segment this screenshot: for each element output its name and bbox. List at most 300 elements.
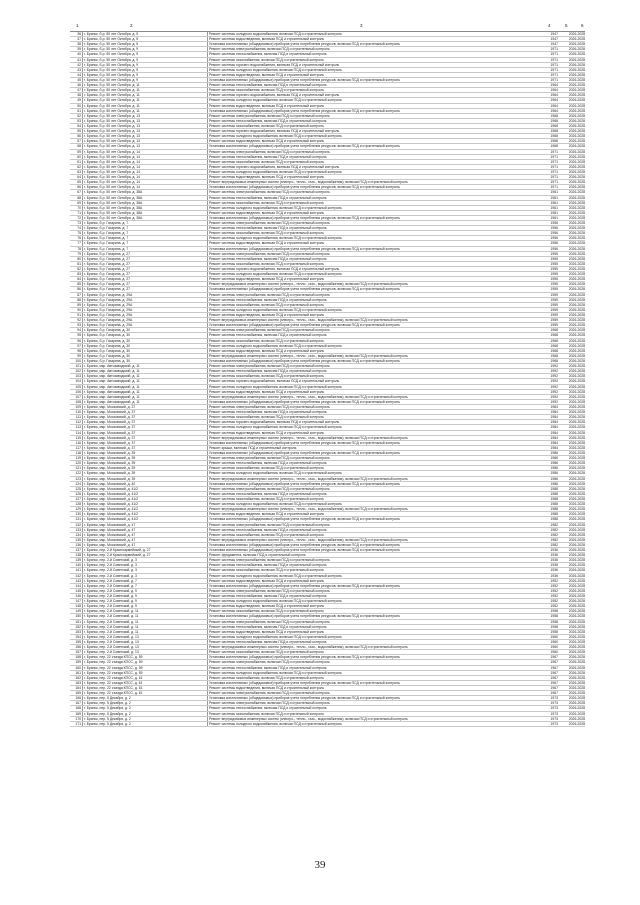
row-address: г. Брянск, б-р. Гагарина, д. 30 — [82, 344, 206, 348]
row-build-year: 1971 — [550, 180, 558, 185]
row-number: 163 — [75, 680, 81, 685]
row-build-year: 1984 — [550, 445, 558, 450]
row-period: 2026-2028 — [568, 706, 585, 711]
row-period: 2026-2028 — [568, 32, 585, 36]
row-number: 105 — [75, 384, 81, 389]
row-build-year: 1982 — [550, 527, 558, 532]
row-build-year: 1956 — [550, 241, 558, 246]
row-address: г. Брянск, б-р. Гагарина, д. 7 — [82, 231, 206, 235]
row-address: г. Брянск, пер. 2-й Советский, д. 9 — [82, 589, 206, 593]
row-build-year: 1984 — [550, 420, 558, 425]
row-number: 89 — [77, 302, 81, 307]
row-period: 2026-2028 — [568, 430, 585, 435]
row-number: 45 — [77, 77, 81, 82]
row-address: г. Брянск, б-р. 50 лет Октября, д. 14 — [82, 170, 206, 174]
row-period: 2026-2028 — [568, 701, 585, 706]
row-address: г. Брянск, б-р. Гагарина, д. 7 — [82, 236, 206, 240]
row-number: 48 — [77, 93, 81, 98]
row-address: г. Брянск, б-р. 50 лет Октября, д. 11 — [82, 93, 206, 97]
row-number: 137 — [75, 548, 81, 553]
row-work-type: Ремонт системы электроснабжения, включая ПСД и строительный контроль — [207, 252, 541, 256]
row-build-year: 1967 — [550, 680, 558, 685]
row-number: 123 — [75, 476, 81, 481]
row-work-type: Ремонт системы электроснабжения, включая ПСД и строительный контроль — [207, 190, 541, 194]
row-period: 2026-2028 — [568, 57, 585, 62]
row-work-type: Установка коллективных (общедомовых) приборов учета потребления ресурсов, включая ПСД и строительный контроль — [207, 42, 541, 46]
row-work-type: Ремонт системы газоснабжения, включая ПСД и строительный контроль — [207, 533, 541, 537]
row-address: г. Брянск, мкр. Московский, д. 37 — [82, 441, 206, 445]
row-address: г. Брянск, б-р. 50 лет Октября, д. 9 — [82, 73, 206, 77]
row-build-year: 1984 — [550, 425, 558, 430]
header-col-3: 3 — [360, 23, 363, 28]
row-work-type: Ремонт внутридомовых инженерных систем (электро-, тепло-, газо-, водоснабжения), включая ПСД и строительный контроль — [207, 354, 541, 358]
row-period: 2026-2028 — [568, 144, 585, 149]
row-address: г. Брянск, мкр. Автозаводский, д. 11 — [82, 364, 206, 368]
row-number: 69 — [77, 200, 81, 205]
row-work-type: Ремонт системы холодного водоснабжения, включая ПСД и строительный контроль — [207, 68, 541, 72]
row-number: 39 — [77, 47, 81, 52]
row-work-type: Установка коллективных (общедомовых) приборов учета потребления ресурсов, включая ПСД и строительный контроль — [207, 400, 541, 404]
row-work-type: Ремонт системы водоотведения, включая ПСД и строительный контроль — [207, 390, 541, 394]
row-build-year: 1992 — [550, 369, 558, 374]
row-period: 2026-2028 — [568, 328, 585, 333]
row-period: 2026-2028 — [568, 716, 585, 721]
row-number: 95 — [77, 333, 81, 338]
row-number: 66 — [77, 185, 81, 190]
row-work-type: Ремонт системы электроснабжения, включая ПСД и строительный контроль — [207, 47, 541, 51]
row-work-type: Ремонт внутридомовых инженерных систем (электро-, тепло-, газо-, водоснабжения), включая ПСД и строительный контроль — [207, 282, 541, 286]
row-address: г. Брянск, мкр. Московский, д. 37 — [82, 405, 206, 409]
row-build-year: 1947 — [550, 32, 558, 36]
row-work-type: Установка коллективных (общедомовых) приборов учета потребления ресурсов, включая ПСД и строительный контроль — [207, 548, 541, 552]
row-period: 2026-2028 — [568, 655, 585, 660]
row-build-year: 1956 — [550, 231, 558, 236]
row-address: г. Брянск, б-р. Гагарина, д. 7 — [82, 226, 206, 230]
row-address: г. Брянск, мкр. Московский, д. 47 — [82, 528, 206, 532]
row-period: 2026-2028 — [568, 384, 585, 389]
row-number: 85 — [77, 282, 81, 287]
row-address: г. Брянск, пер. 2-й Советский, д. 3 — [82, 563, 206, 567]
row-build-year: 1961 — [550, 205, 558, 210]
row-work-type: Ремонт системы водоотведения, включая ПСД и строительный контроль — [207, 104, 541, 108]
row-number: 44 — [77, 72, 81, 77]
row-build-year: 1967 — [550, 675, 558, 680]
row-build-year: 1992 — [550, 364, 558, 369]
row-work-type: Установка коллективных (общедомовых) приборов учета потребления ресурсов, включая ПСД и строительный контроль — [207, 78, 541, 82]
row-number: 49 — [77, 98, 81, 103]
row-number: 158 — [75, 655, 81, 660]
row-period: 2026-2028 — [568, 404, 585, 409]
row-address: г. Брянск, б-р. 50 лет Октября, д. 38А — [82, 206, 206, 210]
row-number: 79 — [77, 251, 81, 256]
row-period: 2026-2028 — [568, 675, 585, 680]
row-build-year: 1971 — [550, 149, 558, 154]
row-number: 88 — [77, 297, 81, 302]
row-work-type: Ремонт системы холодного водоснабжения, включая ПСД и строительный контроль — [207, 236, 541, 240]
row-address: г. Брянск, пер. 5 Декабря, д. 2 — [82, 706, 206, 710]
row-work-type: Ремонт системы теплоснабжения, включая ПСД и строительный контроль — [207, 706, 541, 710]
row-number: 71 — [77, 210, 81, 215]
row-work-type: Установка коллективных (общедомовых) приборов учета потребления ресурсов, включая ПСД и строительный контроль — [207, 543, 541, 547]
row-period: 2026-2028 — [568, 542, 585, 547]
row-work-type: Ремонт системы водоотведения, включая ПСД и строительный контроль — [207, 313, 541, 317]
header-col-1: 1 — [76, 23, 79, 28]
row-build-year: 1964 — [550, 103, 558, 108]
row-work-type: Ремонт системы теплоснабжения, включая ПСД и строительный контроль — [207, 461, 541, 465]
row-number: 53 — [77, 118, 81, 123]
row-number: 70 — [77, 205, 81, 210]
row-number: 109 — [75, 404, 81, 409]
row-build-year: 1982 — [550, 537, 558, 542]
row-address: г. Брянск, б-р. 50 лет Октября, д. 11 — [82, 83, 206, 87]
row-build-year: 1958 — [550, 624, 558, 629]
row-work-type: Ремонт внутридомовых инженерных систем (электро-, тепло-, газо-, водоснабжения), включая ПСД и строительный контроль — [207, 717, 541, 721]
row-number: 117 — [75, 445, 81, 450]
row-build-year: 1967 — [550, 686, 558, 690]
row-number: 167 — [75, 701, 81, 706]
row-build-year: 1964 — [550, 88, 558, 93]
row-period: 2026-2028 — [568, 680, 585, 685]
row-period: 2026-2028 — [568, 461, 585, 466]
row-period: 2026-2028 — [568, 221, 585, 226]
row-period: 2026-2028 — [568, 333, 585, 338]
row-period: 2026-2028 — [568, 640, 585, 645]
row-work-type: Установка коллективных (общедомовых) приборов учета потребления ресурсов, включая ПСД и строительный контроль — [207, 441, 541, 445]
row-build-year: 1973 — [550, 716, 558, 721]
row-build-year: 1936 — [550, 548, 558, 553]
row-number: 72 — [77, 215, 81, 220]
row-address: г. Брянск, пер. 2-й Красноармейский, д. 27 — [82, 553, 206, 557]
row-period: 2026-2028 — [568, 364, 585, 369]
row-address: г. Брянск, пер. 2-й Советский, д. 13 — [82, 645, 206, 649]
row-period: 2026-2028 — [568, 415, 585, 420]
row-number: 94 — [77, 328, 81, 333]
row-work-type: Ремонт системы электроснабжения, включая ПСД и строительный контроль — [207, 589, 541, 593]
row-number: 115 — [75, 435, 81, 440]
row-number: 120 — [75, 461, 81, 466]
row-address: г. Брянск, б-р. Гагарина, д. 7 — [82, 241, 206, 245]
row-number: 154 — [75, 634, 81, 639]
row-number: 63 — [77, 169, 81, 174]
row-number: 166 — [75, 696, 81, 701]
row-number: 118 — [75, 450, 81, 455]
row-period: 2026-2028 — [568, 195, 585, 200]
row-work-type: Ремонт системы водоотведения, включая ПСД и строительный контроль — [207, 277, 541, 281]
row-work-type: Ремонт системы теплоснабжения, включая ПСД и строительный контроль — [207, 666, 541, 670]
row-address: г. Брянск, б-р. 50 лет Октября, д. 14 — [82, 175, 206, 179]
row-work-type: Ремонт системы водоотведения, включая ПСД и строительный контроль — [207, 73, 541, 77]
row-address: г. Брянск, мкр. Московский, д. 39 — [82, 461, 206, 465]
row-period: 2026-2028 — [568, 108, 585, 113]
row-work-type: Ремонт системы горячего водоснабжения, включая ПСД и строительный контроль — [207, 93, 541, 97]
row-work-type: Ремонт системы горячего водоснабжения, включая ПСД и строительный контроль — [207, 63, 541, 67]
row-period: 2026-2028 — [568, 318, 585, 323]
row-number: 106 — [75, 389, 81, 394]
row-number: 60 — [77, 154, 81, 159]
row-build-year: 1973 — [550, 721, 558, 726]
page-number: 39 — [314, 859, 326, 871]
row-number: 76 — [77, 236, 81, 241]
row-period: 2026-2028 — [568, 159, 585, 164]
row-work-type: Ремонт системы водоотведения, включая ПСД и строительный контроль — [207, 512, 541, 516]
row-period: 2026-2028 — [568, 205, 585, 210]
row-address: г. Брянск, мкр. Московский, д. 41/2 — [82, 507, 206, 511]
row-work-type: Ремонт системы газоснабжения, включая ПСД и строительный контроль — [207, 201, 541, 205]
row-number: 36 — [77, 32, 81, 36]
row-address: г. Брянск, б-р. Гагарина, д. 27 — [82, 257, 206, 261]
row-build-year: 1968 — [550, 338, 558, 343]
row-number: 57 — [77, 139, 81, 144]
row-build-year: 1971 — [550, 52, 558, 57]
row-address: г. Брянск, б-р. 50 лет Октября, д. 13 — [82, 144, 206, 148]
row-address: г. Брянск, б-р. 50 лет Октября, д. 13 — [82, 119, 206, 123]
row-period: 2026-2028 — [568, 476, 585, 481]
row-build-year: 1959 — [550, 323, 558, 328]
row-build-year: 1971 — [550, 154, 558, 159]
row-number: 165 — [75, 691, 81, 696]
row-address: г. Брянск, мкр. Московский, д. 37 — [82, 425, 206, 429]
row-build-year: 1952 — [550, 594, 558, 599]
row-work-type: Ремонт системы электроснабжения, включая ПСД и строительный контроль — [207, 487, 541, 491]
row-number: 130 — [75, 512, 81, 517]
row-period: 2026-2028 — [568, 287, 585, 292]
row-number: 107 — [75, 394, 81, 399]
row-number: 141 — [75, 568, 81, 573]
row-build-year: 1968 — [550, 129, 558, 134]
row-build-year: 1986 — [550, 481, 558, 486]
row-address: г. Брянск, мкр. Московский, д. 47 — [82, 533, 206, 537]
row-period: 2026-2028 — [568, 466, 585, 471]
row-address: г. Брянск, б-р. 50 лет Октября, д. 14 — [82, 160, 206, 164]
row-build-year: 1973 — [550, 701, 558, 706]
row-build-year: 1982 — [550, 532, 558, 537]
row-address: г. Брянск, пер. 22 съезда КПСС, д. 61 — [82, 691, 206, 695]
row-build-year: 1952 — [550, 599, 558, 604]
row-address: г. Брянск, пер. 2-й Советский, д. 3 — [82, 558, 206, 562]
row-period: 2026-2028 — [568, 272, 585, 277]
row-address: г. Брянск, б-р. 50 лет Октября, д. 11 — [82, 104, 206, 108]
row-work-type: Ремонт системы горячего водоснабжения, включая ПСД и строительный контроль — [207, 420, 541, 424]
row-build-year: 1959 — [550, 307, 558, 312]
row-build-year: 1956 — [550, 221, 558, 226]
row-number: 146 — [75, 594, 81, 599]
row-number: 81 — [77, 261, 81, 266]
row-number: 75 — [77, 231, 81, 236]
row-address: г. Брянск, б-р. 50 лет Октября, д. 14 — [82, 155, 206, 159]
row-work-type: Ремонт внутридомовых инженерных систем (электро-, тепло-, газо-, водоснабжения), включая ПСД и строительный контроль — [207, 538, 541, 542]
row-work-type: Ремонт системы газоснабжения, включая ПСД и строительный контроль — [207, 497, 541, 501]
row-build-year: 1984 — [550, 430, 558, 435]
row-build-year: 1958 — [550, 629, 558, 634]
row-number: 156 — [75, 645, 81, 650]
row-work-type: Ремонт системы электроснабжения, включая ПСД и строительный контроль — [207, 364, 541, 368]
row-period: 2026-2028 — [568, 553, 585, 558]
row-work-type: Ремонт системы газоснабжения, включая ПСД и строительный контроль — [207, 415, 541, 419]
row-period: 2026-2028 — [568, 522, 585, 527]
row-build-year: 1961 — [550, 195, 558, 200]
row-work-type: Установка коллективных (общедомовых) приборов учета потребления ресурсов, включая ПСД и строительный контроль — [207, 359, 541, 363]
row-build-year: 1984 — [550, 410, 558, 415]
row-number: 114 — [75, 430, 81, 435]
row-build-year: 1961 — [550, 190, 558, 195]
row-period: 2026-2028 — [568, 98, 585, 103]
row-build-year: 1967 — [550, 665, 558, 670]
row-period: 2026-2028 — [568, 399, 585, 404]
row-build-year: 1955 — [550, 287, 558, 292]
row-number: 125 — [75, 486, 81, 491]
row-address: г. Брянск, мкр. Московский, д. 41/2 — [82, 512, 206, 516]
row-build-year: 1960 — [550, 650, 558, 655]
row-work-type: Ремонт системы холодного водоснабжения, включая ПСД и строительный контроль — [207, 98, 541, 102]
row-period: 2026-2028 — [568, 696, 585, 701]
row-work-type: Ремонт системы газоснабжения, включая ПСД и строительный контроль — [207, 609, 541, 613]
row-address: г. Брянск, б-р. Гагарина, д. 29А — [82, 323, 206, 327]
row-period: 2026-2028 — [568, 123, 585, 128]
row-period: 2026-2028 — [568, 139, 585, 144]
row-number: 58 — [77, 144, 81, 149]
row-build-year: 1968 — [550, 348, 558, 353]
row-address: г. Брянск, б-р. 50 лет Октября, д. 9 — [82, 47, 206, 51]
row-period: 2026-2028 — [568, 379, 585, 384]
row-number: 84 — [77, 277, 81, 282]
row-address: г. Брянск, б-р. Гагарина, д. 7 — [82, 247, 206, 251]
row-period: 2026-2028 — [568, 256, 585, 261]
table-header — [70, 18, 585, 32]
row-period: 2026-2028 — [568, 175, 585, 180]
row-work-type: Ремонт системы водоотведения, включая ПСД и строительный контроль — [207, 630, 541, 634]
row-address: г. Брянск, б-р. 50 лет Октября, д. 13 — [82, 114, 206, 118]
row-address: г. Брянск, б-р. 50 лет Октября, д. 38А — [82, 216, 206, 220]
row-build-year: 1968 — [550, 343, 558, 348]
row-address: г. Брянск, пер. 2-й Советский, д. 11 — [82, 609, 206, 613]
row-period: 2026-2028 — [568, 496, 585, 501]
row-address: г. Брянск, мкр. Автозаводский, д. 11 — [82, 390, 206, 394]
row-number: 50 — [77, 103, 81, 108]
row-build-year: 1984 — [550, 415, 558, 420]
row-build-year: 1955 — [550, 256, 558, 261]
row-build-year: 1984 — [550, 440, 558, 445]
row-build-year: 1936 — [550, 558, 558, 563]
row-work-type: Ремонт системы газоснабжения, включая ПСД и строительный контроль — [207, 712, 541, 716]
row-work-type: Ремонт системы электроснабжения, включая ПСД и строительный контроль — [207, 150, 541, 154]
row-build-year: 1959 — [550, 302, 558, 307]
row-address: г. Брянск, пер. 2-й Красноармейский, д. 27 — [82, 548, 206, 552]
row-address: г. Брянск, мкр. Московский, д. 39 — [82, 451, 206, 455]
row-address: г. Брянск, пер. 2-й Советский, д. 11 — [82, 625, 206, 629]
row-address: г. Брянск, мкр. Московский, д. 37 — [82, 415, 206, 419]
row-number: 103 — [75, 374, 81, 379]
row-build-year: 1958 — [550, 614, 558, 619]
row-number: 51 — [77, 108, 81, 113]
row-number: 145 — [75, 588, 81, 593]
row-work-type: Ремонт системы электроснабжения, включая ПСД и строительный контроль — [207, 558, 541, 562]
row-address: г. Брянск, пер. 22 съезда КПСС, д. 61 — [82, 676, 206, 680]
row-work-type: Ремонт системы электроснабжения, включая ПСД и строительный контроль — [207, 701, 541, 705]
row-build-year: 1947 — [550, 42, 558, 47]
row-address: г. Брянск, б-р. 50 лет Октября, д. 9 — [82, 63, 206, 67]
row-work-type: Ремонт системы электроснабжения, включая ПСД и строительный контроль — [207, 114, 541, 118]
row-address: г. Брянск, мкр. Московский, д. 37 — [82, 446, 206, 450]
row-build-year: 1967 — [550, 655, 558, 660]
row-number: 54 — [77, 123, 81, 128]
table-body — [70, 32, 585, 727]
row-build-year: 1984 — [550, 435, 558, 440]
row-period: 2026-2028 — [568, 42, 585, 47]
row-period: 2026-2028 — [568, 486, 585, 491]
row-work-type: Ремонт внутридомовых инженерных систем (электро-, тепло-, газо-, водоснабжения), включая ПСД и строительный контроль — [207, 395, 541, 399]
row-work-type: Ремонт системы теплоснабжения, включая ПСД и строительный контроль — [207, 155, 541, 159]
row-period: 2026-2028 — [568, 394, 585, 399]
row-period: 2026-2028 — [568, 251, 585, 256]
row-period: 2026-2028 — [568, 267, 585, 272]
row-build-year: 1964 — [550, 108, 558, 113]
row-build-year: 1952 — [550, 578, 558, 583]
row-address: г. Брянск, б-р. Гагарина, д. 29А — [82, 308, 206, 312]
row-period: 2026-2028 — [568, 231, 585, 236]
row-number: 104 — [75, 379, 81, 384]
row-address: г. Брянск, пер. 5 Декабря, д. 2 — [82, 701, 206, 705]
row-period: 2026-2028 — [568, 665, 585, 670]
row-number: 110 — [75, 410, 81, 415]
row-build-year: 1936 — [550, 568, 558, 573]
row-number: 134 — [75, 532, 81, 537]
row-address: г. Брянск, пер. 2-й Советский, д. 13 — [82, 640, 206, 644]
row-address: г. Брянск, б-р. 50 лет Октября, д. 5 — [82, 32, 206, 36]
row-address: г. Брянск, пер. 22 съезда КПСС, д. 59 — [82, 655, 206, 659]
header-col-4: 4 — [548, 23, 551, 28]
row-number: 124 — [75, 481, 81, 486]
row-work-type: Ремонт системы водоотведения, включая ПСД и строительный контроль — [207, 349, 541, 353]
row-period: 2026-2028 — [568, 563, 585, 568]
row-work-type: Ремонт системы газоснабжения, включая ПСД и строительный контроль — [207, 466, 541, 470]
row-work-type: Ремонт системы газоснабжения, включая ПСД и строительный контроль — [207, 650, 541, 654]
row-build-year: 1968 — [550, 353, 558, 358]
row-number: 157 — [75, 650, 81, 655]
row-period: 2026-2028 — [568, 118, 585, 123]
row-number: 170 — [75, 716, 81, 721]
row-number: 111 — [75, 415, 81, 420]
row-address: г. Брянск, пер. 5 Декабря, д. 2 — [82, 722, 206, 726]
row-build-year: 1973 — [550, 706, 558, 711]
row-work-type: Установка коллективных (общедомовых) приборов учета потребления ресурсов, включая ПСД и строительный контроль — [207, 216, 541, 220]
row-build-year: 1992 — [550, 394, 558, 399]
row-period: 2026-2028 — [568, 190, 585, 195]
row-number: 133 — [75, 527, 81, 532]
row-build-year: 1992 — [550, 374, 558, 379]
row-work-type: Ремонт системы водоотведения, включая ПСД и строительный контроль — [207, 579, 541, 583]
row-period: 2026-2028 — [568, 154, 585, 159]
row-period: 2026-2028 — [568, 660, 585, 665]
row-period: 2026-2028 — [568, 164, 585, 169]
row-build-year: 1968 — [550, 113, 558, 118]
row-number: 41 — [77, 57, 81, 62]
row-work-type: Ремонт системы теплоснабжения, включая ПСД и строительный контроль — [207, 625, 541, 629]
row-build-year: 1971 — [550, 67, 558, 72]
row-address: г. Брянск, мкр. Московский, д. 37 — [82, 410, 206, 414]
row-build-year: 1986 — [550, 461, 558, 466]
row-work-type: Ремонт системы холодного водоснабжения, включая ПСД и строительный контроль — [207, 385, 541, 389]
row-work-type: Ремонт системы холодного водоснабжения, включая ПСД и строительный контроль — [207, 599, 541, 603]
row-build-year: 1971 — [550, 164, 558, 169]
row-work-type: Ремонт системы газоснабжения, включая ПСД и строительный контроль — [207, 676, 541, 680]
row-work-type: Ремонт системы холодного водоснабжения, включая ПСД и строительный контроль — [207, 471, 541, 475]
row-period: 2026-2028 — [568, 103, 585, 108]
row-work-type: Ремонт системы электроснабжения, включая ПСД и строительный контроль — [207, 691, 541, 695]
row-address: г. Брянск, мкр. Московский, д. 39 — [82, 456, 206, 460]
row-work-type: Ремонт внутридомовых инженерных систем (электро-, тепло-, газо-, водоснабжения), включая ПСД и строительный контроль — [207, 477, 541, 481]
row-number: 73 — [77, 221, 81, 226]
row-number: 83 — [77, 272, 81, 277]
